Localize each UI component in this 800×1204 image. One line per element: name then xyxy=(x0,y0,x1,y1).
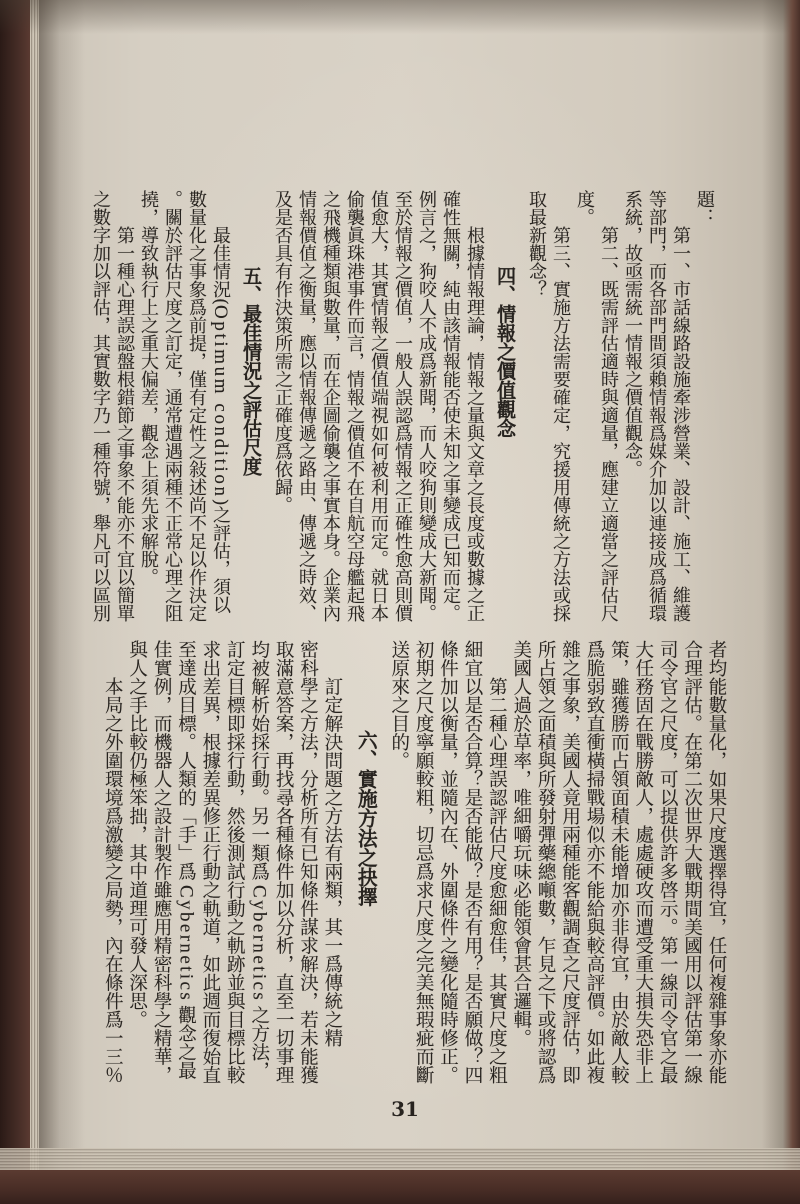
text-column: 至於情報之價值，一般人誤認爲情報之正確性愈高則價 xyxy=(392,190,413,622)
text-column: 第一種心理誤認盤根錯節之事象不能亦不宜以簡單 xyxy=(114,226,135,622)
page-edges-bottom xyxy=(0,1148,800,1170)
text-column: 偷襲眞珠港事件而言，情報之價值不在自航空母艦起飛 xyxy=(344,190,365,622)
text-column: 細宜以是否合算？是否能做？是否有用？是否願做？四 xyxy=(461,640,483,1084)
text-column xyxy=(208,190,232,630)
text-column: 數量化之事象爲前提，僅有定性之敍述尚不足以作決定 xyxy=(186,190,207,622)
latin-term: Cybernetics xyxy=(175,884,197,1002)
book-cover-bottom xyxy=(0,1170,800,1204)
page-edges-left xyxy=(30,0,39,1204)
column-text: 之方法， xyxy=(248,1005,270,1080)
text-column: 之飛機種類與數量，而在企圖偷襲之事實本身。企業內 xyxy=(320,190,341,622)
text-column: 訂定解決問題之方法有兩類，其一爲傳統之精 xyxy=(321,677,343,1047)
text-column xyxy=(246,640,270,1092)
column-text: 至達成目標。人類的「手」爲 xyxy=(175,640,197,881)
text-column: 題： xyxy=(694,190,715,226)
lower-text-block xyxy=(100,640,728,1092)
text-column: 美國人過於草率，唯細嚼玩味必能領會甚合邏輯。 xyxy=(510,640,532,1047)
text-column: 本局之外圍環境爲激變之局勢，內在條件爲一三％ xyxy=(102,677,124,1084)
column-text: 最佳情況( xyxy=(210,226,231,306)
text-column: 情報價值之衡量，應以情報傳遞之路由、傳遞之時效、 xyxy=(296,190,317,622)
text-column: 第二、既需評估適時與適量，應建立適當之評估尺 xyxy=(598,226,619,622)
text-column: 根據情報理論，情報之量與文章之長度或數據之正 xyxy=(464,226,485,622)
gutter-shadow xyxy=(39,0,85,1204)
text-column: 與人之手比較仍極笨拙，其中道理可發人深思。 xyxy=(126,640,148,1029)
text-column: 合理評估。在第二次世界大戰期間美國用以評估第一線 xyxy=(681,640,703,1084)
column-text: )之評估，須以 xyxy=(210,498,231,614)
text-column: 訂定目標即採行動，然後測試行動之軌跡並與目標比較 xyxy=(224,640,246,1084)
top-edge-shade xyxy=(0,0,800,34)
text-column: 佳實例，而機器人之設計製作雖應用精密科學之精華， xyxy=(151,640,173,1084)
text-column: 雜之事象，美國人竟用兩種能客觀調查之尺度評估，即 xyxy=(559,640,581,1084)
text-column: 者均能數量化，如果尺度選擇得宜，任何複雜事象亦能 xyxy=(706,640,727,1084)
text-column: 值愈大，其實情報之價值端視如何被利用而定。就日本 xyxy=(368,190,389,622)
text-column: 第一、市話線路設施牽涉營業、設計、施工、維護 xyxy=(670,226,691,622)
text-column: 第二種心理誤認評估尺度愈細愈佳，其實尺度之粗 xyxy=(486,677,508,1084)
upper-text-block xyxy=(88,190,716,630)
text-column: 爲脆弱致直衝橫掃戰場似亦不能給與較高評價。如此複 xyxy=(583,640,605,1084)
book-cover-left xyxy=(0,0,30,1204)
text-column: 撓，導致執行上之重大偏差，觀念上須先求解脫。 xyxy=(138,190,159,586)
section-heading: 五、最佳情況之評估尺度 xyxy=(240,266,262,477)
column-text: 觀念之最 xyxy=(175,1005,197,1080)
text-column xyxy=(173,640,197,1092)
text-column: 初期之尺度寧願較粗，切忌爲求尺度之完美無瑕疵而斷 xyxy=(413,640,435,1084)
text-column: 大任務固在戰勝敵人，處處硬攻而遭受重大損失恐非上 xyxy=(632,640,654,1084)
section-heading: 六、實施方法之抉擇 xyxy=(354,730,378,907)
text-column: 之數字加以評估，其實數字乃一種符號，舉凡可以區別 xyxy=(90,190,111,622)
text-column: 確性無關，純由該情報能否使未知之事變成已知而定。 xyxy=(440,190,461,622)
text-column: 策，雖獲勝而占領面積未能增加亦非得宜，由於敵人較 xyxy=(608,640,630,1084)
text-column: 及是否具有作決策所需之正確度爲依歸。 xyxy=(272,190,293,514)
text-column: 取最新觀念？ xyxy=(526,190,547,298)
text-column: 第三、實施方法需要確定，究援用傳統之方法或採 xyxy=(550,226,571,622)
text-column: 送原來之目的。 xyxy=(388,640,410,770)
text-column: 條件加以衡量，並隨內在、外圍條件之變化隨時修正。 xyxy=(437,640,459,1084)
text-column: 例言之，狗咬人不成爲新聞，而人咬狗則變成大新聞。 xyxy=(416,190,437,622)
text-column: 求出差異，根據差異修正行動之軌道，如此週而復始直 xyxy=(199,640,221,1084)
text-column: 所占領之面積與所發射彈藥總噸數，乍見之下或將認爲 xyxy=(535,640,557,1084)
text-column: 度。 xyxy=(574,190,595,226)
page-number: 31 xyxy=(391,1097,419,1121)
latin-term: Cybernetics xyxy=(248,884,270,1002)
text-column: 等部門，而各部門間須賴情報爲媒介加以連接成爲循環 xyxy=(646,190,667,622)
text-column: 取滿意答案，再找尋各種條件加以分析，直至一切事理 xyxy=(273,640,295,1084)
text-column: 司令官之尺度，可以提供許多啓示。第一線司令官之最 xyxy=(657,640,679,1084)
book-cover-right xyxy=(762,0,800,1204)
text-column: 系統，故亟需統一情報之價值觀念。 xyxy=(622,190,643,478)
column-text: 均被解析始採行動。另一類爲 xyxy=(248,640,270,881)
text-column: 密科學之方法，分析所有已知條件謀求解決，若未能獲 xyxy=(297,640,319,1084)
latin-term: Optimum condition xyxy=(210,305,231,499)
section-heading: 四、情報之價值觀念 xyxy=(494,266,516,439)
text-column: 。關於評估尺度之訂定，通常遭遇兩種不正常心理之阻 xyxy=(162,190,183,622)
